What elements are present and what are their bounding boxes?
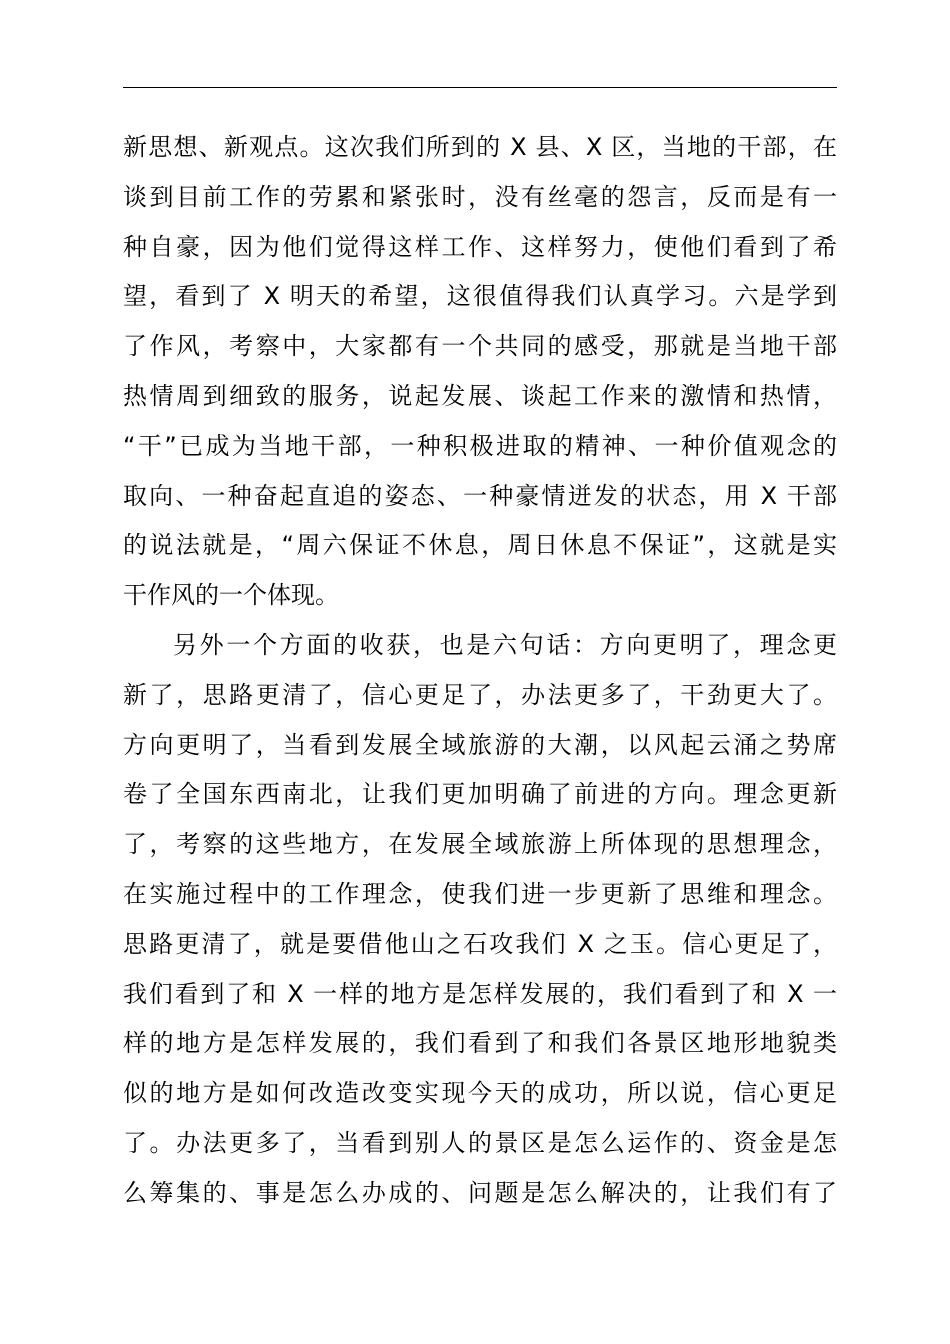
text-line: 谈到目前工作的劳累和紧张时，没有丝毫的怨言，反而是有一 (123, 182, 837, 211)
text-line: 另外一个方面的收获，也是六句话：方向更明了，理念更 (173, 630, 837, 659)
text-line: 了。办法更多了，当看到别人的景区是怎么运作的、资金是怎 (123, 1128, 837, 1157)
text-line: 方向更明了，当看到发展全域旅游的大潮，以风起云涌之势席 (123, 730, 837, 759)
text-line: 我们看到了和 X 一样的地方是怎样发展的，我们看到了和 X 一 (123, 979, 837, 1008)
text-line: 思路更清了，就是要借他山之石攻我们 X 之玉。信心更足了， (123, 929, 837, 958)
text-line: 干作风的一个体现。 (123, 581, 339, 610)
text-line: 取向、一种奋起直追的姿态、一种豪情迸发的状态，用 X 干部 (123, 481, 837, 510)
text-line: 么筹集的、事是怎么办成的、问题是怎么解决的，让我们有了 (123, 1178, 837, 1207)
text-line: 卷了全国东西南北，让我们更加明确了前进的方向。理念更新 (123, 780, 837, 809)
text-line: 样的地方是怎样发展的，我们看到了和我们各景区地形地貌类 (123, 1029, 837, 1058)
text-line: 新思想、新观点。这次我们所到的 X 县、X 区，当地的干部，在 (123, 133, 837, 161)
text-line: “干”已成为当地干部，一种积极进取的精神、一种价值观念的 (123, 431, 837, 460)
text-line: 的说法就是，“周六保证不休息，周日休息不保证”，这就是实 (123, 531, 837, 560)
text-line: 望，看到了 X 明天的希望，这很值得我们认真学习。六是学到 (123, 282, 837, 311)
text-line: 了作风，考察中，大家都有一个共同的感受，那就是当地干部 (123, 332, 837, 361)
header-rule (123, 87, 837, 88)
body-text (123, 123, 837, 1219)
text-line: 热情周到细致的服务，说起发展、谈起工作来的激情和热情， (123, 381, 837, 410)
text-line: 新了，思路更清了，信心更足了，办法更多了，干劲更大了。 (123, 680, 837, 709)
text-line: 在实施过程中的工作理念，使我们进一步更新了思维和理念。 (123, 879, 837, 908)
text-line: 了，考察的这些地方，在发展全域旅游上所体现的思想理念， (123, 830, 837, 859)
text-line: 种自豪，因为他们觉得这样工作、这样努力，使他们看到了希 (123, 232, 837, 261)
text-line: 似的地方是如何改造改变实现今天的成功，所以说，信心更足 (123, 1079, 837, 1108)
